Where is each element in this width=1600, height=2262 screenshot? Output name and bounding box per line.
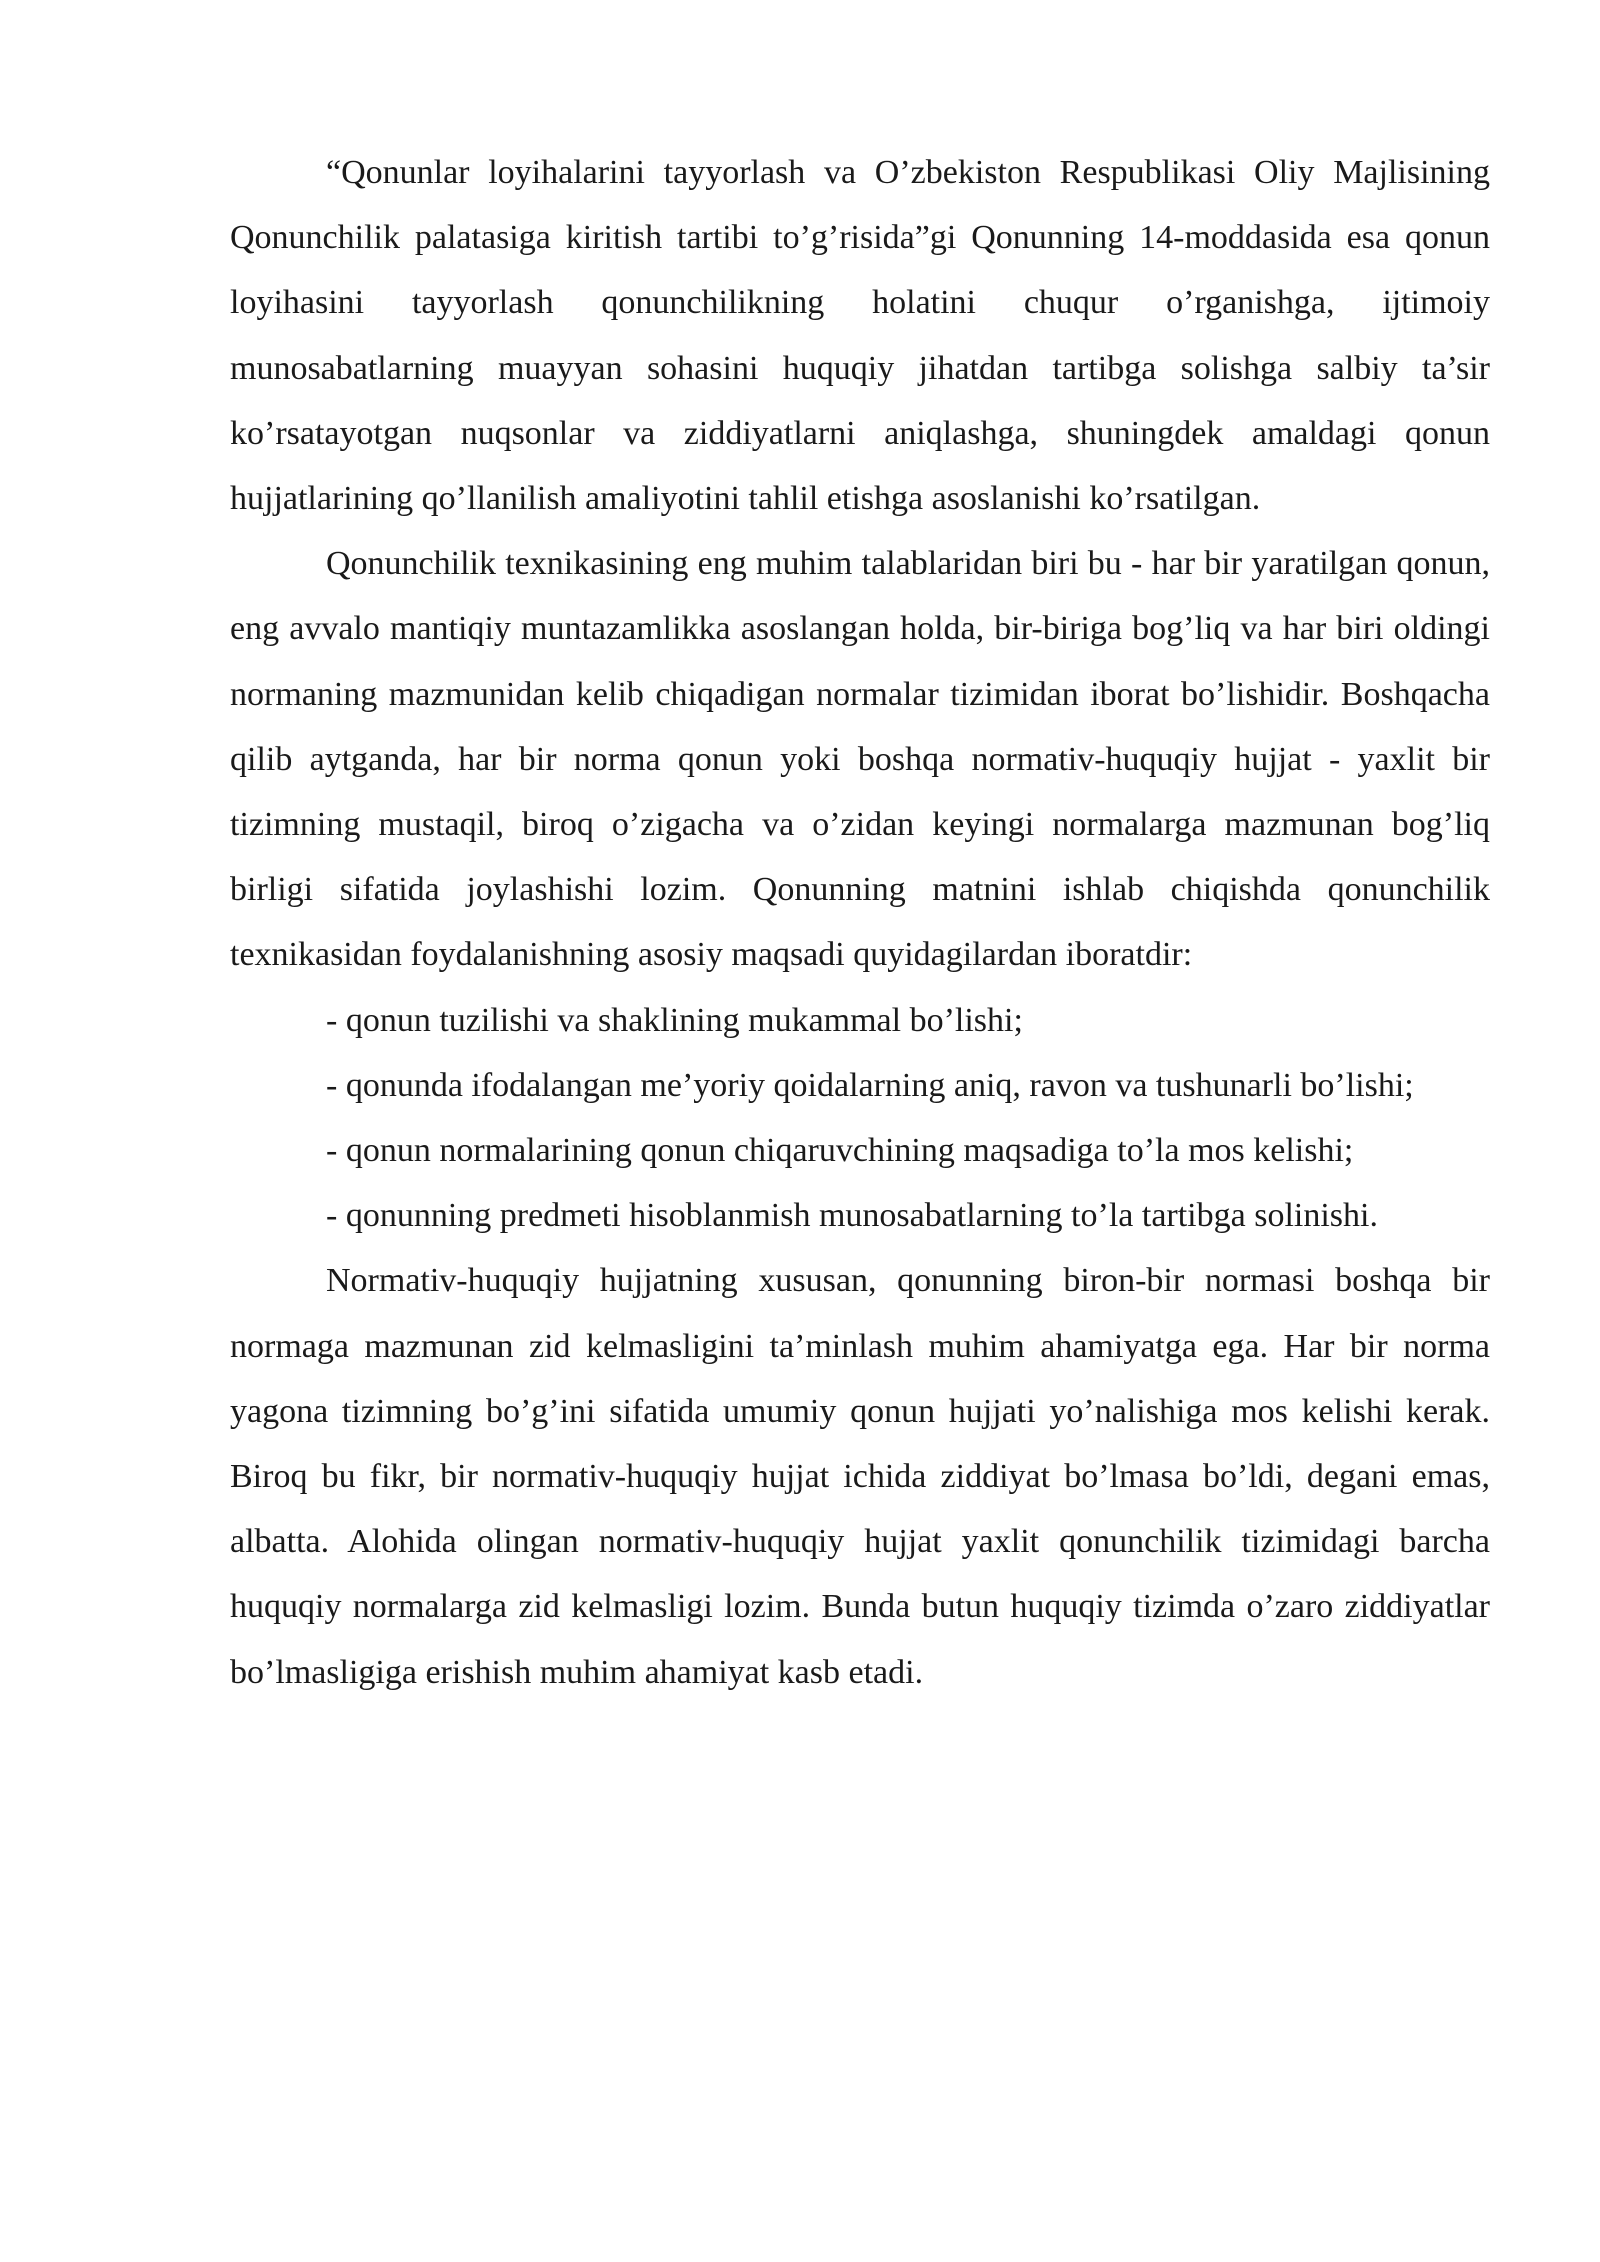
paragraph-law-article-14: “Qonunlar loyihalarini tayyorlash va O’zbekiston Respublikasi Oliy Majlisining Qonunchilik palatasiga kiritish tartibi to’g’risida”gi Qonunning 14-moddasida esa qonun loyihasini tayyorlash qonunchilikning holatini chuqur o’rganishga, ijtimoiy munosabatlarning muayyan sohasini huquqiy jihatdan tartibga solishga salbiy ta’sir ko’rsatayotgan nuqsonlar va ziddiyatlarni aniqlashga, shuningdek amaldagi qonun hujjatlarining qo’llanilish amaliyotini tahlil etishga asoslanishi ko’rsatilgan. xyxy=(230,154,1490,518)
list-item-purpose: - qonun normalarining qonun chiqaruvchining maqsadiga to’la mos kelishi; xyxy=(326,1132,1354,1170)
paragraph-legislative-technique: Qonunchilik texnikasining eng muhim talablaridan biri bu - har bir yaratilgan qonun, eng avvalo mantiqiy muntazamlikka asoslangan holda, bir-biriga bog’liq va har biri oldingi normaning mazmunidan kelib chiqadigan normalar tizimidan iborat bo’lishidir. Boshqacha qilib aytganda, har bir norma qonun yoki boshqa normativ-huquqiy hujjat - yaxlit bir tizimning mustaqil, biroq o’zigacha va o’zidan keyingi normalarga mazmunan bog’liq birligi sifatida joylashishi lozim. Qonunning matnini ishlab chiqishda qonunchilik texnikasidan foydalanishning asosiy maqsadi quyidagilardan iboratdir: xyxy=(230,545,1490,974)
list-item-clarity: - qonunda ifodalangan me’yoriy qoidalarning aniq, ravon va tushunarli bo’lishi; xyxy=(326,1066,1414,1104)
list-item-structure: - qonun tuzilishi va shaklining mukammal bo’lishi; xyxy=(326,1001,1023,1039)
document-body xyxy=(230,140,1490,1705)
list-item-regulation: - qonunning predmeti hisoblanmish munosabatlarning to’la tartibga solinishi. xyxy=(326,1197,1378,1235)
paragraph-consistency: Normativ-huquqiy hujjatning xususan, qonunning biron-bir normasi boshqa bir normaga mazmunan zid kelmasligini ta’minlash muhim ahamiyatga ega. Har bir norma yagona tizimning bo’g’ini sifatida umumiy qonun hujjati yo’nalishiga mos kelishi kerak. Biroq bu fikr, bir normativ-huquqiy hujjat ichida ziddiyat bo’lmasa bo’ldi, degani emas, albatta. Alohida olingan normativ-huquqiy hujjat yaxlit qonunchilik tizimidagi barcha huquqiy normalarga zid kelmasligi lozim. Bunda butun huquqiy tizimda o’zaro ziddiyatlar bo’lmasligiga erishish muhim ahamiyat kasb etadi. xyxy=(230,1262,1490,1691)
